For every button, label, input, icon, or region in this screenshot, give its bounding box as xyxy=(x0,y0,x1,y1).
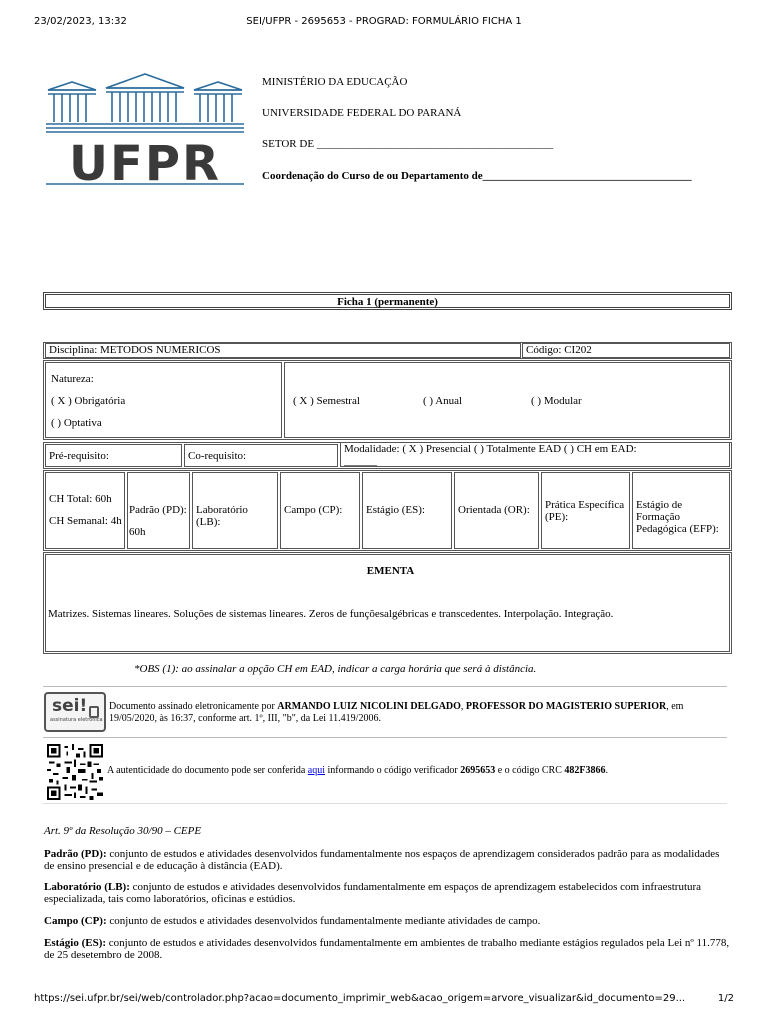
verifier-code: 2695653 xyxy=(460,765,496,776)
authenticity-middle: informando o código verificador xyxy=(324,765,461,776)
syllabus-text: Matrizes. Sistemas lineares. Soluções de sistemas lineares. Zeros de funçõesalgébricas e transcedentes. Interpolação. Integração. xyxy=(48,608,614,620)
resolution-term: Padrão (PD): xyxy=(44,848,107,860)
sector-line: SETOR DE ___________________________________________ xyxy=(262,138,554,150)
verify-link[interactable]: aqui xyxy=(307,765,325,776)
ministry-line: MINISTÉRIO DA EDUCAÇÃO xyxy=(262,76,408,88)
sei-badge-subtitle: assinatura eletrônica xyxy=(50,717,103,723)
lab-cell: Laboratório (LB): xyxy=(192,472,278,549)
signer-name: ARMANDO LUIZ NICOLINI DELGADO xyxy=(277,701,461,712)
prerequisite-cell: Pré-requisito: xyxy=(45,444,182,467)
signature-prefix: Documento assinado eletronicamente por xyxy=(109,701,278,712)
resolution-heading: Art. 9º da Resolução 30/90 – CEPE xyxy=(44,825,202,837)
resolution-definition: conjunto de estudos e atividades desenvolvidos fundamentalmente nos espaços de aprendizagem considerados padrão para as modalidades de ensino presencial e de educação à distância (EAD). xyxy=(44,848,720,872)
obs-note: *OBS (1): ao assinalar a opção CH em EAD, indicar a carga horária que será à distância. xyxy=(134,663,537,675)
modular-option: ( ) Modular xyxy=(531,395,582,407)
optional-option: ( ) Optativa xyxy=(51,417,102,429)
ficha-title: Ficha 1 (permanente) xyxy=(43,292,732,310)
sei-badge-title: sei! xyxy=(52,696,88,716)
divider xyxy=(43,686,727,687)
resolution-definition: conjunto de estudos e atividades desenvolvidos fundamentalmente mediante atividades de campo. xyxy=(106,915,541,927)
syllabus-title: EMENTA xyxy=(366,565,415,577)
sei-signature-badge xyxy=(44,692,106,732)
discipline-row xyxy=(43,342,732,359)
resolution-item-lab xyxy=(44,881,730,905)
code-cell: Código: CI202 xyxy=(522,343,730,358)
pedagogical-internship-cell: Estágio de Formação Pedagógica (EFP): xyxy=(632,472,730,549)
semester-option: ( X ) Semestral xyxy=(293,395,360,407)
specific-practice-cell: Prática Específica (PE): xyxy=(541,472,630,549)
signature-comma: , xyxy=(460,701,466,712)
nature-cell xyxy=(45,362,282,438)
qr-code-icon xyxy=(45,744,105,800)
annual-option: ( ) Anual xyxy=(423,395,463,407)
authenticity-text xyxy=(107,765,727,776)
mandatory-option: ( X ) Obrigatória xyxy=(51,395,126,407)
resolution-item-standard xyxy=(44,848,730,872)
standard-value: 60h xyxy=(129,526,146,538)
field-cell: Campo (CP): xyxy=(280,472,360,549)
resolution-definition: conjunto de estudos e atividades desenvolvidos fundamentalmente em ambientes de trabalho mediante estágios regulados pela Lei nº 11.778, de 25 desetembro de 2008. xyxy=(44,937,730,961)
ufpr-logo-graphic xyxy=(44,70,246,188)
ufpr-logo-text: UFPR xyxy=(69,136,221,188)
nature-label: Natureza: xyxy=(51,373,94,385)
resolution-term: Estágio (ES): xyxy=(44,937,107,949)
crc-code: 482F3866 xyxy=(564,765,606,776)
print-title: SEI/UFPR - 2695653 - PROGRAD: FORMULÁRIO FICHA 1 xyxy=(246,16,522,27)
signature-text xyxy=(109,701,729,725)
syllabus-row xyxy=(43,552,732,654)
signer-role: PROFESSOR DO MAGISTERIO SUPERIOR xyxy=(465,701,667,712)
print-datetime: 23/02/2023, 13:32 xyxy=(34,16,127,27)
total-hours: CH Total: 60h xyxy=(49,493,112,505)
resolution-term: Campo (CP): xyxy=(44,915,107,927)
internship-cell: Estágio (ES): xyxy=(362,472,452,549)
periodicity-cell xyxy=(284,362,730,438)
divider xyxy=(43,803,727,804)
resolution-item-field xyxy=(44,915,730,927)
modality-cell xyxy=(340,442,730,467)
resolution-definition: conjunto de estudos e atividades desenvolvidos fundamentalmente em espaços de aprendizagem estabelecidos com infraestrutura especializada, tais como laboratórios, oficinas e estúdios. xyxy=(44,881,702,905)
modality-options: Modalidade: ( X ) Presencial ( ) Totalmente EAD ( ) CH em EAD: xyxy=(344,443,637,455)
standard-cell xyxy=(127,472,190,549)
resolution-term: Laboratório (LB): xyxy=(44,881,130,893)
discipline-cell: Disciplina: METODOS NUMERICOS xyxy=(45,343,521,358)
resolution-item-internship xyxy=(44,937,730,961)
requisites-row xyxy=(43,442,732,469)
coordination-line: Coordenação do Curso de ou Departamento de______________________________________ xyxy=(262,170,692,182)
workload-row xyxy=(43,470,732,551)
divider xyxy=(43,737,727,738)
authenticity-prefix: A autenticidade do documento pode ser conferida xyxy=(107,765,308,776)
authenticity-suffix: . xyxy=(605,765,608,776)
ufpr-logo xyxy=(44,70,246,188)
total-hours-cell xyxy=(45,472,125,549)
modality-ead-hours: ______ xyxy=(344,455,377,467)
nature-row xyxy=(43,360,732,440)
authenticity-crc-label: e o código CRC xyxy=(495,765,565,776)
weekly-hours: CH Semanal: 4h xyxy=(49,515,122,527)
lock-icon xyxy=(89,706,99,718)
corequisite-cell: Co-requisito: xyxy=(184,444,338,467)
syllabus-cell xyxy=(45,554,730,652)
page-number: 1/2 xyxy=(717,993,734,1004)
print-url: https://sei.ufpr.br/sei/web/controlador.php?acao=documento_imprimir_web&acao_origem=arvore_visualizar&id_documento=29... xyxy=(34,993,686,1004)
standard-label: Padrão (PD): xyxy=(129,504,187,516)
oriented-cell: Orientada (OR): xyxy=(454,472,539,549)
university-line: UNIVERSIDADE FEDERAL DO PARANÁ xyxy=(262,107,462,119)
signature-suffix: , em 19/05/2020, às 16:37, conforme art. 1º, III, "b", da Lei 11.419/2006. xyxy=(109,701,684,724)
